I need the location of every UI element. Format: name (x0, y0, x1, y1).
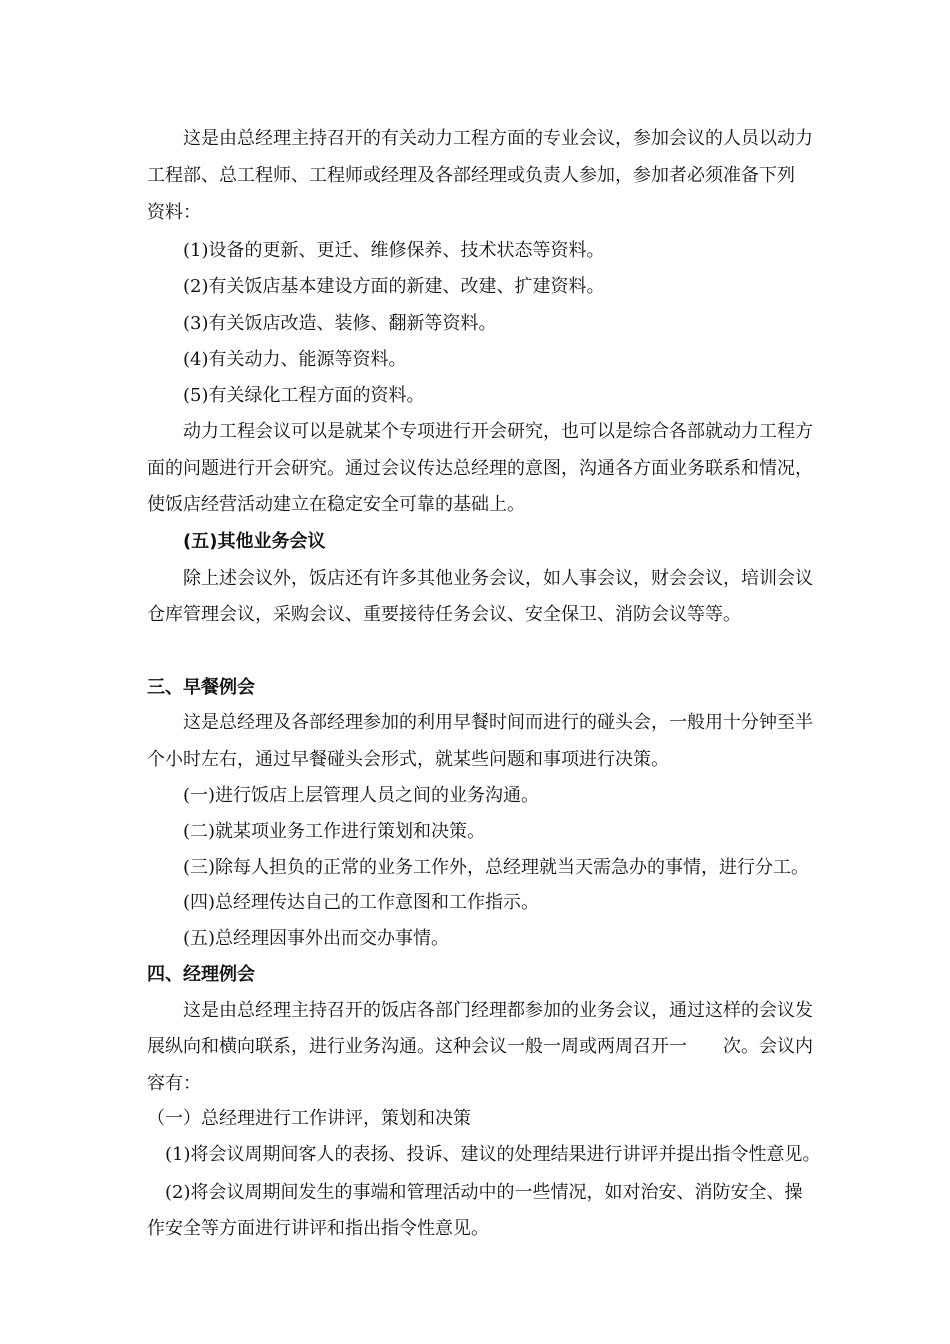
manager-sub-heading: （一）总经理进行工作讲评，策划和决策 (147, 1108, 471, 1129)
manager-list-item-2-line-1: (2)将会议周期间发生的事端和管理活动中的一些情况，如对治安、消防安全、操 (165, 1182, 803, 1203)
other-meetings-heading: (五)其他业务会议 (183, 531, 326, 552)
intro-list-item-3: (3)有关饭店改造、装修、翻新等资料。 (183, 313, 497, 334)
manager-meeting-heading: 四、经理例会 (147, 964, 255, 985)
breakfast-list-item-1: (一)进行饭店上层管理人员之间的业务沟通。 (183, 785, 540, 806)
power-meeting-paragraph-line-3: 使饭店经营活动建立在稳定安全可靠的基础上。 (147, 494, 525, 515)
intro-paragraph-line-3: 资料： (147, 202, 201, 223)
manager-paragraph-line-3: 容有： (147, 1073, 201, 1094)
intro-list-item-5: (5)有关绿化工程方面的资料。 (183, 385, 425, 406)
manager-list-item-1: (1)将会议周期间客人的表扬、投诉、建议的处理结果进行讲评并提出指令性意见。 (165, 1144, 821, 1165)
breakfast-list-item-2: (二)就某项业务工作进行策划和决策。 (183, 821, 486, 842)
manager-list-item-2-line-2: 作安全等方面进行讲评和指出指令性意见。 (147, 1218, 489, 1239)
manager-paragraph-line-2: 展纵向和横向联系，进行业务沟通。这种会议一般一周或两周召开一 次。会议内 (147, 1036, 813, 1057)
breakfast-paragraph-line-1: 这是总经理及各部经理参加的利用早餐时间而进行的碰头会，一般用十分钟至半 (183, 712, 813, 733)
other-meetings-paragraph-line-2: 仓库管理会议，采购会议、重要接待任务会议、安全保卫、消防会议等等。 (147, 604, 741, 625)
breakfast-list-item-5: (五)总经理因事外出而交办事情。 (183, 928, 450, 949)
breakfast-paragraph-line-2: 个小时左右，通过早餐碰头会形式，就某些问题和事项进行决策。 (147, 749, 669, 770)
other-meetings-paragraph-line-1: 除上述会议外，饭店还有许多其他业务会议，如人事会议，财会会议，培训会议 (183, 568, 813, 589)
intro-list-item-2: (2)有关饭店基本建设方面的新建、改建、扩建资料。 (183, 276, 605, 297)
breakfast-meeting-heading: 三、早餐例会 (147, 677, 255, 698)
intro-paragraph-line-2: 工程部、总工程师、工程师或经理及各部经理或负责人参加，参加者必须准备下列 (147, 165, 795, 186)
power-meeting-paragraph-line-1: 动力工程会议可以是就某个专项进行开会研究，也可以是综合各部就动力工程方 (183, 421, 813, 442)
intro-paragraph-line-1: 这是由总经理主持召开的有关动力工程方面的专业会议，参加会议的人员以动力 (183, 128, 813, 149)
breakfast-list-item-3: (三)除每人担负的正常的业务工作外，总经理就当天需急办的事情，进行分工。 (183, 857, 810, 878)
breakfast-list-item-4: (四)总经理传达自己的工作意图和工作指示。 (183, 892, 540, 913)
manager-paragraph-line-1: 这是由总经理主持召开的饭店各部门经理都参加的业务会议，通过这样的会议发 (183, 1000, 813, 1021)
intro-list-item-1: (1)设备的更新、更迁、维修保养、技术状态等资料。 (183, 240, 605, 261)
intro-list-item-4: (4)有关动力、能源等资料。 (183, 349, 407, 370)
power-meeting-paragraph-line-2: 面的问题进行开会研究。通过会议传达总经理的意图，沟通各方面业务联系和情况， (147, 458, 813, 479)
